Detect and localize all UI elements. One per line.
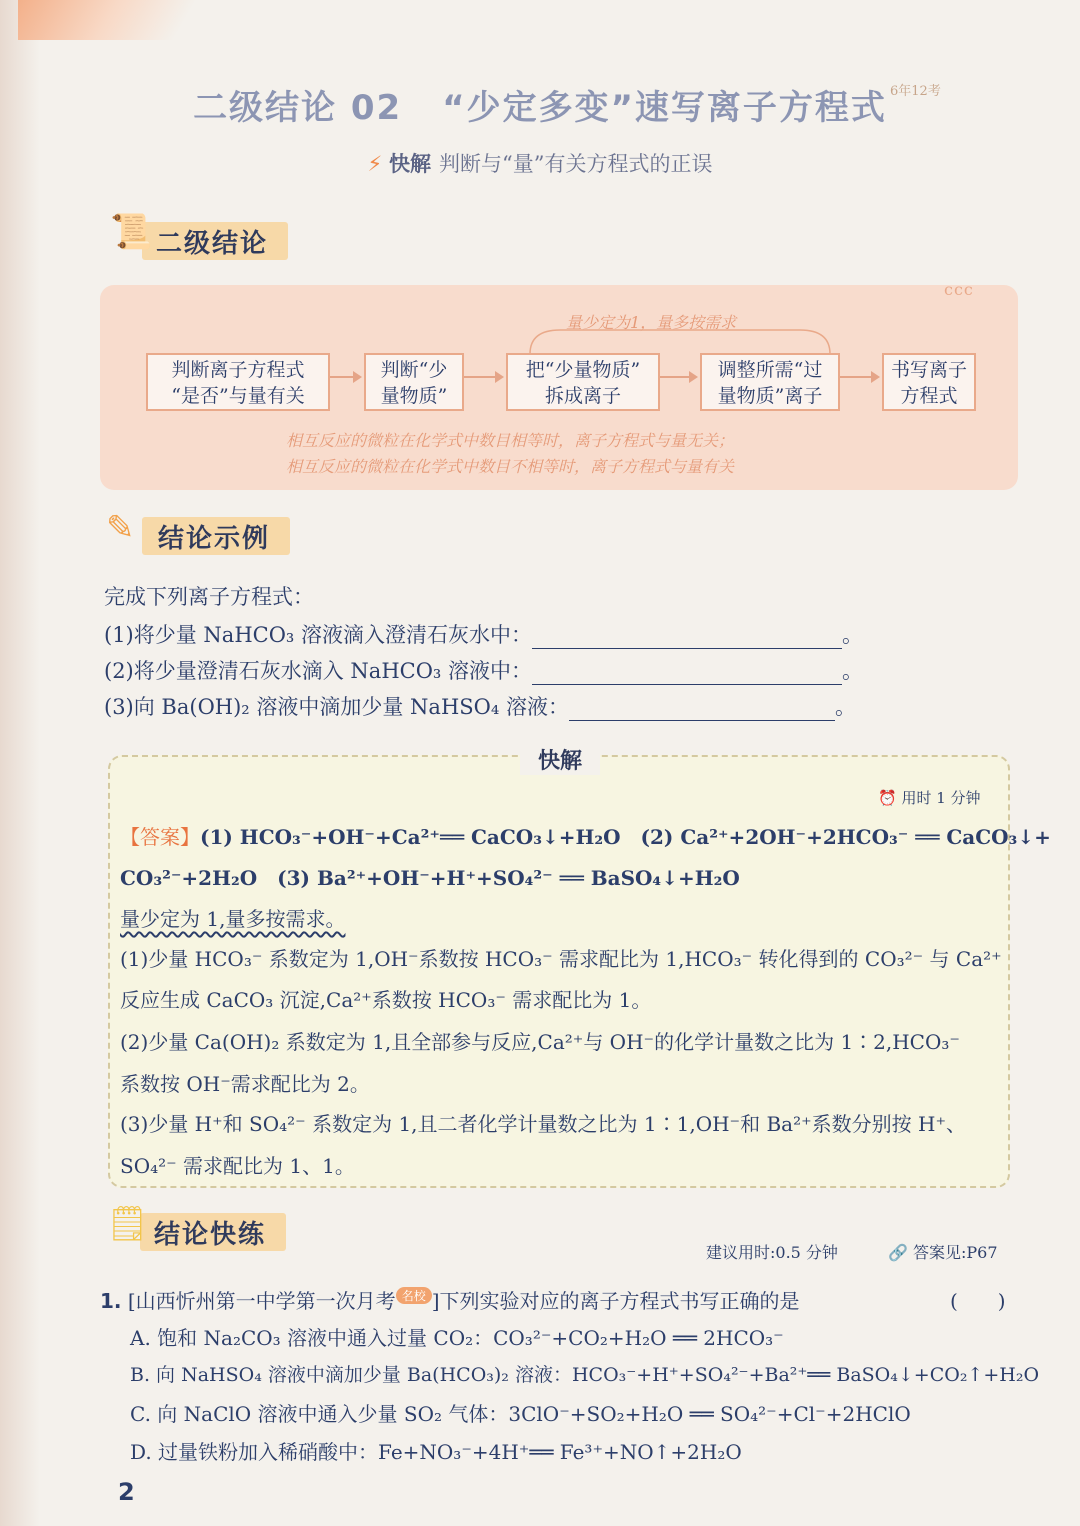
exam-frequency-tag: 6年12考 [890, 84, 941, 99]
flow-step-4 [700, 353, 840, 411]
answer-box-title: 快解 [520, 744, 600, 775]
page-subtitle [0, 148, 1080, 178]
option-b[interactable]: B. 向 NaHSO₄ 溶液中滴加少量 Ba(HCO₃)₂ 溶液：HCO₃⁻+H⁺+SO₄²⁻+Ba²⁺══ BaSO₄↓+CO₂↑+H₂O [130, 1364, 1040, 1386]
question-text: (1)将少量 NaHCO₃ 溶液滴入澄清石灰水中： [104, 623, 533, 647]
flow-step-3-line1: 把“少量物质” [525, 359, 641, 381]
question-stem: ]下列实验对应的离子方程式书写正确的是 [431, 1289, 800, 1313]
page-number: 2 [118, 1478, 135, 1506]
answer-parentheses[interactable]: ( ) [950, 1289, 1006, 1313]
example-question-1 [104, 619, 863, 649]
question-end: 。 [834, 695, 856, 719]
timer-label [878, 787, 981, 808]
explanation-3b: SO₄²⁻ 需求配比为 1、1。 [120, 1154, 355, 1178]
answer-rule: 量少定为 1,量多按需求。 [120, 907, 346, 931]
scroll-icon: 📜 [110, 212, 153, 252]
feedback-arc [520, 320, 840, 356]
flow-step-3-line2: 拆成离子 [544, 385, 621, 407]
section-header-conclusion [156, 221, 268, 261]
answer-tag: 【答案】 [120, 825, 200, 849]
practice-question-1 [100, 1285, 800, 1314]
timer-text: 用时 1 分钟 [901, 789, 981, 807]
option-a[interactable]: A. 饱和 Na₂CO₃ 溶液中通入过量 CO₂：CO₃²⁻+CO₂+H₂O ══ 2HCO₃⁻ [130, 1326, 784, 1350]
link-icon: 🔗 [888, 1243, 908, 1262]
flow-top-note: 量少定为1，量多按需求 [566, 313, 737, 332]
page-edge-shadow [0, 0, 40, 1526]
answer-reference-text: 答案见:P67 [913, 1243, 998, 1262]
explanation-1a: (1)少量 HCO₃⁻ 系数定为 1,OH⁻系数按 HCO₃⁻ 需求配比为 1,HCO₃⁻ 转化得到的 CO₃²⁻ 与 Ca²⁺ [120, 947, 1002, 971]
section-header-example [158, 516, 270, 556]
explanation-3a: (3)少量 H⁺和 SO₄²⁻ 系数定为 1,且二者化学计量数之比为 1∶1,OH⁻和 Ba²⁺系数分别按 H⁺、 [120, 1112, 966, 1136]
flow-bottom-note-1: 相互反应的微粒在化学式中数目相等时，离子方程式与量无关； [286, 431, 735, 450]
question-text: (3)向 Ba(OH)₂ 溶液中滴加少量 NaHSO₄ 溶液： [104, 695, 569, 719]
lightning-icon: ⚡ [367, 152, 383, 176]
flow-step-4-line1: 调整所需“过 [717, 359, 823, 381]
section-title: 二级结论 [156, 228, 269, 259]
answer-blank[interactable] [532, 626, 842, 649]
answer-reference [888, 1240, 998, 1263]
explanation-2b: 系数按 OH⁻需求配比为 2。 [120, 1072, 370, 1096]
flow-bottom-note-2: 相互反应的微粒在化学式中数目不相等时，离子方程式与量有关 [286, 457, 735, 476]
answer-line-2 [120, 862, 740, 891]
title-right: “少定多变”速写离子方程式 [442, 88, 887, 128]
flow-step-1-line1: 判断离子方程式 [171, 359, 305, 381]
suggested-time: 建议用时:0.5 分钟 [706, 1243, 838, 1262]
section-title: 结论示例 [158, 523, 271, 554]
explanation-2a: (2)少量 Ca(OH)₂ 系数定为 1,且全部参与反应,Ca²⁺与 OH⁻的化学计量数之比为 1∶2,HCO₃⁻ [120, 1030, 960, 1054]
question-end: 。 [842, 623, 864, 647]
decorative-wave: ccc [944, 280, 974, 299]
example-question-3 [104, 691, 856, 721]
page-corner-decoration [18, 0, 218, 40]
answer-equations-2: CO₃²⁻+2H₂O (3) Ba²⁺+OH⁻+H⁺+SO₄²⁻ ══ BaSO₄↓+H₂O [120, 866, 740, 890]
section-title: 结论快练 [154, 1219, 267, 1250]
answer-line-1 [120, 821, 1051, 850]
question-source: [山西忻州第一中学第一次月考 [127, 1289, 396, 1313]
section-header-practice [154, 1212, 266, 1252]
option-c[interactable]: C. 向 NaClO 溶液中通入少量 SO₂ 气体：3ClO⁻+SO₂+H₂O ══ SO₄²⁻+Cl⁻+2HClO [130, 1402, 911, 1426]
question-end: 。 [842, 659, 864, 683]
option-d[interactable]: D. 过量铁粉加入稀硝酸中：Fe+NO₃⁻+4H⁺══ Fe³⁺+NO↑+2H₂O [130, 1440, 742, 1464]
flow-arrow [660, 376, 696, 378]
flow-step-2-line2: 量物质” [380, 385, 448, 407]
famous-school-badge: 名校 [396, 1287, 432, 1304]
flow-step-3 [506, 353, 660, 411]
flow-step-2-line1: 判断“少 [380, 359, 448, 381]
notebook-icon: 🗒 [106, 1204, 150, 1244]
flow-step-5-line1: 书写离子 [890, 359, 967, 381]
flow-step-1 [146, 353, 330, 411]
answer-blank[interactable] [569, 698, 835, 721]
flow-step-1-line2: “是否”与量有关 [171, 385, 305, 407]
example-intro: 完成下列离子方程式： [104, 585, 314, 609]
flow-arrow [840, 376, 878, 378]
flow-step-4-line2: 量物质”离子 [717, 385, 823, 407]
flow-step-2 [364, 353, 464, 411]
example-question-2 [104, 655, 863, 685]
flow-step-5-line2: 方程式 [900, 385, 958, 407]
answer-equations-1: (1) HCO₃⁻+OH⁻+Ca²⁺══ CaCO₃↓+H₂O (2) Ca²⁺+2OH⁻+2HCO₃⁻ ══ CaCO₃↓+ [200, 825, 1051, 849]
flow-step-5 [882, 353, 976, 411]
question-text: (2)将少量澄清石灰水滴入 NaHCO₃ 溶液中： [104, 659, 533, 683]
clock-icon: ⏰ [878, 789, 897, 807]
subtitle-text: 判断与“量”有关方程式的正误 [438, 152, 713, 176]
explanation-1b: 反应生成 CaCO₃ 沉淀,Ca²⁺系数按 HCO₃⁻ 需求配比为 1。 [120, 988, 652, 1012]
flow-arrow [330, 376, 360, 378]
subtitle-label: 快解 [388, 152, 431, 176]
pencil-icon: ✎ [106, 508, 135, 548]
answer-blank[interactable] [532, 662, 842, 685]
flow-arrow [464, 376, 502, 378]
question-number: 1. [100, 1289, 122, 1313]
title-left: 二级结论 02 [193, 88, 403, 128]
